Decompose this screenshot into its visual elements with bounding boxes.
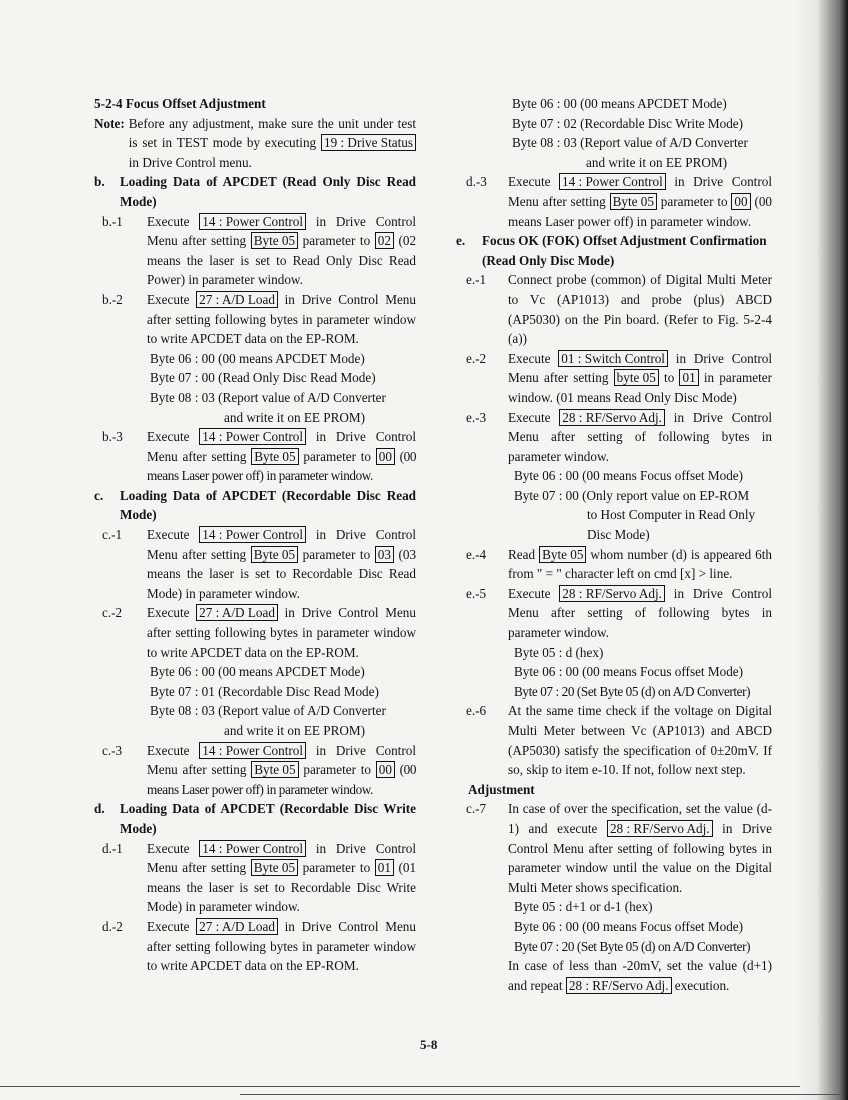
power-control-box: 14 : Power Control <box>199 840 306 857</box>
step-b3: b.-3 Execute 14 : Power Control in Drive Control Menu after setting Byte 05 parameter to 00 (00 means Laser power off) in parameter window. <box>94 427 416 486</box>
rf-servo-adj-box: 28 : RF/Servo Adj. <box>559 585 665 602</box>
byte-05-box: Byte 05 <box>610 193 657 210</box>
switch-control-box: 01 : Switch Control <box>558 350 668 367</box>
step-label: b.-3 <box>102 429 123 445</box>
byte-list: Byte 05 : d+1 or d-1 (hex) Byte 06 : 00 (00 means Focus offset Mode) Byte 07 : 20 (Set Byte 05 (d) on A/D Converter) <box>514 899 751 954</box>
step-c7: c.-7 In case of over the specification, set the value (d-1) and execute 28 : RF/Servo Adj. in Drive Control Menu after setting of following bytes in parameter window until the value on the Digital Multi Meter shows specification. <box>456 799 772 897</box>
step-e3: e.-3 Execute 28 : RF/Servo Adj. in Drive Control Menu after setting of following bytes in parameter window. <box>456 408 772 467</box>
section-e-title: Focus OK (FOK) Offset Adjustment Confirmation (Read Only Disc Mode) <box>482 233 767 268</box>
adjustment-heading: Adjustment <box>468 781 535 797</box>
step-label: d.-3 <box>466 174 487 190</box>
step-b2: b.-2 Execute 27 : A/D Load in Drive Control Menu after setting following bytes in parameter window to write APCDET data on the EP-ROM. <box>94 290 416 349</box>
rf-servo-adj-box: 28 : RF/Servo Adj. <box>566 977 672 994</box>
byte-05-box: Byte 05 <box>251 761 298 778</box>
section-title: 5-2-4 Focus Offset Adjustment <box>94 96 266 111</box>
value-box: 00 <box>731 193 750 210</box>
step-d1: d.-1 Execute 14 : Power Control in Drive Control Menu after setting Byte 05 parameter to 01 (01 means the laser is set to Recordable Disc Write Mode) in parameter window. <box>94 839 416 917</box>
byte-list: Byte 06 : 00 (00 means APCDET Mode) Byte 07 : 00 (Read Only Disc Read Mode) Byte 08 : 03 (Report value of A/D Converter and write it on EE PROM) <box>150 350 386 425</box>
note-text-after: in Drive Control menu. <box>128 154 252 170</box>
value-box: 01 <box>679 369 698 386</box>
byte-05-box: Byte 05 <box>251 859 298 876</box>
drive-status-box: 19 : Drive Status <box>321 134 416 151</box>
byte-05-box: byte 05 <box>614 369 659 386</box>
page-edge-shadow <box>796 0 848 1100</box>
section-c-title: Loading Data of APCDET (Recordable Disc Read Mode) <box>120 487 416 523</box>
step-label: e.-3 <box>466 409 487 425</box>
bottom-rule-2 <box>240 1094 840 1095</box>
byte-list: Byte 06 : 00 (00 means APCDET Mode) Byte 07 : 01 (Recordable Disc Read Mode) Byte 08 : 03 (Report value of A/D Converter and write it on EE PROM) <box>150 664 386 738</box>
value-box: 03 <box>375 546 394 563</box>
step-label: e.-4 <box>466 546 487 562</box>
section-c-heading <box>94 486 416 525</box>
step-d2: d.-2 Execute 27 : A/D Load in Drive Control Menu after setting following bytes in parameter window to write APCDET data on the EP-ROM. <box>94 917 416 976</box>
ad-load-box: 27 : A/D Load <box>196 918 278 935</box>
power-control-box: 14 : Power Control <box>199 213 306 230</box>
step-label: b.-1 <box>102 213 123 229</box>
section-d-label: d. <box>94 801 105 817</box>
step-label: e.-2 <box>466 350 487 366</box>
step-label: c.-2 <box>102 605 123 621</box>
power-control-box: 14 : Power Control <box>199 742 306 759</box>
step-e1: e.-1 Connect probe (common) of Digital Multi Meter to Vc (AP1013) and probe (plus) ABCD (AP5030) on the Pin board. (Refer to Fig. 5-2-4 (a)) <box>456 270 772 348</box>
step-c2: c.-2 Execute 27 : A/D Load in Drive Control Menu after setting following bytes in parameter window to write APCDET data on the EP-ROM. <box>94 603 416 662</box>
section-b-label: b. <box>94 174 105 190</box>
byte-list: Byte 06 : 00 (00 means APCDET Mode) Byte 07 : 02 (Recordable Disc Write Mode) Byte 08 : 03 (Report value of A/D Converter and write it on EE PROM) <box>512 96 748 170</box>
rf-servo-adj-box: 28 : RF/Servo Adj. <box>607 820 713 837</box>
value-box: 00 <box>376 761 395 778</box>
bottom-rule <box>0 1086 800 1087</box>
step-b1: b.-1 Execute 14 : Power Control in Drive Control Menu after setting Byte 05 parameter to 02 (02 means the laser is set to Read Only Disc Read Power) in parameter window. <box>94 212 416 290</box>
power-control-box: 14 : Power Control <box>559 173 666 190</box>
step-e6: e.-6 At the same time check if the voltage on Digital Multi Meter between Vc (AP1013) and ABCD (AP5030) satisfy the specification of 0±20mV. If so, skip to item e-10. If not, follow next step. <box>456 701 772 779</box>
step-label: e.-5 <box>466 585 487 601</box>
c7-tail: In case of less than -20mV, set the value (d+1) and repeat 28 : RF/Servo Adj. execution. <box>508 958 772 993</box>
section-b-title: Loading Data of APCDET (Read Only Disc Read Mode) <box>120 174 416 209</box>
power-control-box: 14 : Power Control <box>199 428 306 445</box>
byte-05-box: Byte 05 <box>539 546 586 563</box>
step-label: e.-1 <box>466 272 487 288</box>
step-e4: e.-4 Read Byte 05 whom number (d) is appeared 6th from " = " character left on cmd [x] > line. <box>456 545 772 584</box>
byte-list: Byte 05 : d (hex) Byte 06 : 00 (00 means Focus offset Mode) Byte 07 : 20 (Set Byte 05 (d) on A/D Converter) <box>514 644 751 699</box>
step-e5: e.-5 Execute 28 : RF/Servo Adj. in Drive Control Menu after setting of following bytes in parameter window. <box>456 584 772 643</box>
note-label: Note: <box>94 115 125 131</box>
power-control-box: 14 : Power Control <box>199 526 306 543</box>
byte-list: Byte 06 : 00 (00 means Focus offset Mode) Byte 07 : 00 (Only report value on EP-ROM to Host Computer in Read Only Disc Mode) <box>514 468 756 543</box>
byte-05-box: Byte 05 <box>251 546 298 563</box>
step-d3: d.-3 Execute 14 : Power Control in Drive Control Menu after setting Byte 05 parameter to 00 (00 means Laser power off) in parameter window. <box>456 172 772 231</box>
section-d-title: Loading Data of APCDET (Recordable Disc Write Mode) <box>120 801 416 836</box>
section-c-label: c. <box>94 487 104 503</box>
rf-servo-adj-box: 28 : RF/Servo Adj. <box>559 409 665 426</box>
value-box: 02 <box>375 232 394 249</box>
step-label: d.-2 <box>102 918 123 934</box>
section-e-heading <box>456 231 772 270</box>
step-label: c.-3 <box>102 742 123 758</box>
value-box: 01 <box>375 859 394 876</box>
right-column <box>456 94 772 995</box>
page-number: 5-8 <box>420 1037 438 1052</box>
ad-load-box: 27 : A/D Load <box>196 291 278 308</box>
section-d-heading <box>94 799 416 838</box>
step-label: e.-6 <box>466 703 487 719</box>
step-label: c.-7 <box>466 801 487 817</box>
section-b-heading <box>94 172 416 211</box>
value-box: 00 <box>376 448 395 465</box>
step-c1: c.-1 Execute 14 : Power Control in Drive Control Menu after setting Byte 05 parameter to 03 (03 means the laser is set to Recordable Disc Read Mode) in parameter window. <box>94 525 416 603</box>
step-e2: e.-2 Execute 01 : Switch Control in Drive Control Menu after setting byte 05 to 01 in parameter window. (01 means Read Only Disc Mode) <box>456 349 772 408</box>
note <box>94 114 416 173</box>
byte-05-box: Byte 05 <box>251 232 298 249</box>
section-e-label: e. <box>456 233 466 249</box>
ad-load-box: 27 : A/D Load <box>196 604 278 621</box>
step-label: c.-1 <box>102 527 123 543</box>
step-c3: c.-3 Execute 14 : Power Control in Drive Control Menu after setting Byte 05 parameter to 00 (00 means Laser power off) in parameter window. <box>94 741 416 800</box>
note-text: Before any adjustment, make sure the unit under test is set in TEST mode by executing <box>128 115 416 151</box>
step-label: d.-1 <box>102 840 123 856</box>
step-label: b.-2 <box>102 291 123 307</box>
byte-05-box: Byte 05 <box>251 448 298 465</box>
left-column <box>94 94 416 976</box>
